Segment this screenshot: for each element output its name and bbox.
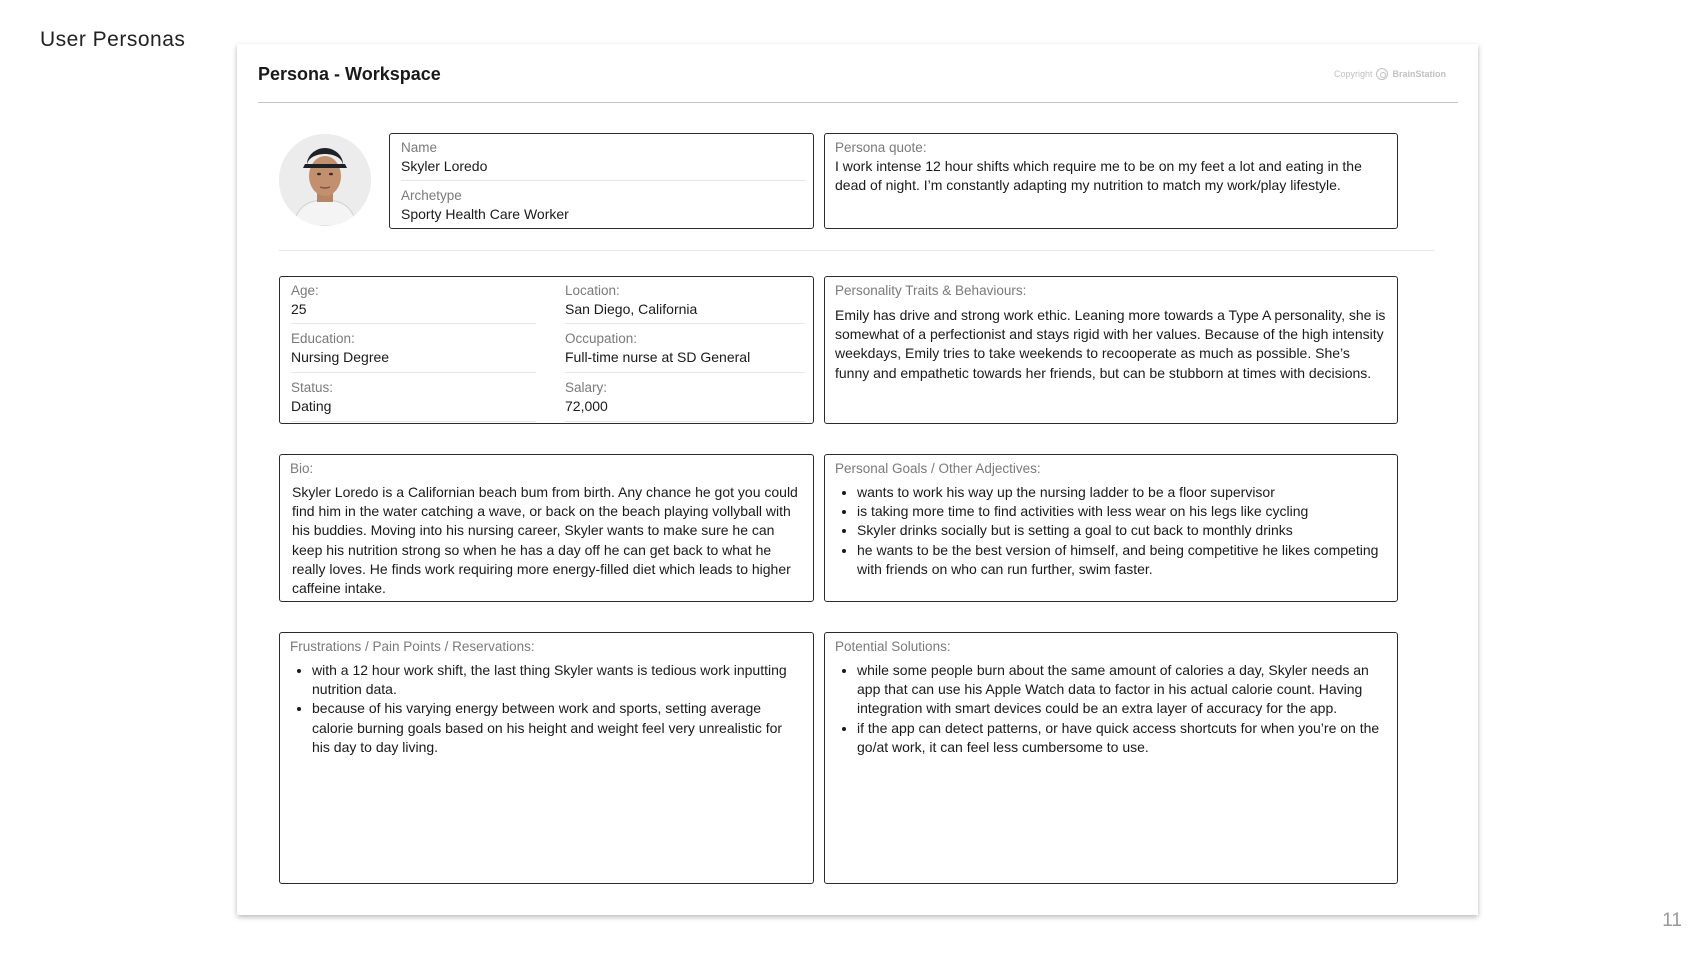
frustrations-card <box>279 632 814 884</box>
personality-text: Emily has drive and strong work ethic. Leaning more towards a Type A personality, she is somewhat of a perfectionist and stays rigid with her values. Because of the high intensity weekdays, Emily tries to take weekends to recooperate as much as possible. She’s funny and empathetic towards her friends, but can be stubborn at times with decisions. <box>835 307 1386 381</box>
persona-photo-icon <box>279 134 371 226</box>
goals-list <box>835 483 1387 579</box>
location-value: San Diego, California <box>565 301 698 317</box>
list-item: • with a 12 hour work shift, the last thing Skyler wants is tedious work inputting nutrition data. <box>312 661 803 699</box>
personality-label: Personality Traits & Behaviours: <box>835 283 1027 298</box>
brainstation-logo-icon <box>1376 68 1388 80</box>
demographics-card <box>279 276 814 424</box>
education-value: Nursing Degree <box>291 349 390 365</box>
sheet-header <box>258 62 1458 103</box>
bio-card <box>279 454 814 602</box>
bio-text: Skyler Loredo is a Californian beach bum from birth. Any chance he got you could find him in the water catching a wave, or back on the beach playing vollyball with his buddies. Moving into his nursing career, Skyler wants to make sure he can keep his nutrition strong so when he has a day off he can get back to what he really loves. He finds work requiring more energy-filled diet which leads to higher caffeine intake. <box>292 484 798 597</box>
frustrations-label: Frustrations / Pain Points / Reservations: <box>290 639 535 654</box>
age-label: Age: <box>291 283 319 298</box>
solutions-card <box>824 632 1398 884</box>
section-divider <box>279 250 1434 251</box>
list-item: • because of his varying energy between work and sports, setting average calorie burning goals based on his height and weight feel very unrealistic for his day to day living. <box>312 699 803 757</box>
status-label: Status: <box>291 380 334 395</box>
list-item: • is taking more time to find activities with less wear on his legs like cycling <box>857 502 1387 521</box>
location-label: Location: <box>565 283 620 298</box>
solutions-label: Potential Solutions: <box>835 639 951 654</box>
occupation-field <box>565 330 805 373</box>
personality-card <box>824 276 1398 424</box>
identity-card <box>389 133 814 229</box>
archetype-field <box>401 187 806 224</box>
education-label: Education: <box>291 331 355 346</box>
age-value: 25 <box>291 301 307 317</box>
goals-label: Personal Goals / Other Adjectives: <box>835 461 1041 476</box>
occupation-label: Occupation: <box>565 331 638 346</box>
list-item: • wants to work his way up the nursing ladder to be a floor supervisor <box>857 483 1387 502</box>
status-value: Dating <box>291 398 332 414</box>
list-item: • Skyler drinks socially but is setting a goal to cut back to monthly drinks <box>857 521 1387 540</box>
brand-mark <box>1334 68 1446 80</box>
brand-name: BrainStation <box>1392 69 1446 79</box>
sheet-title: Persona - Workspace <box>258 64 441 84</box>
education-field <box>291 330 536 373</box>
location-field <box>565 282 805 324</box>
list-item: • if the app can detect patterns, or have quick access shortcuts for when you’re on the go/at work, it can feel less cumbersome to use. <box>857 719 1387 757</box>
persona-photo <box>279 134 371 226</box>
age-field <box>291 282 536 324</box>
brand-copyright: Copyright <box>1333 69 1373 79</box>
bio-label: Bio: <box>290 461 314 476</box>
persona-quote-text: I work intense 12 hour shifts which require me to be on my feet a lot and eating in the dead of night. I’m constantly adapting my nutrition to match my work/play lifestyle. <box>835 158 1362 194</box>
list-item: • while some people burn about the same amount of calories a day, Skyler needs an app that can use his Apple Watch data to factor in his actual calorie count. Having integration with smart devices could be an extra layer of accuracy for the app. <box>857 661 1387 719</box>
slide-title: User Personas <box>40 28 186 51</box>
frustrations-list <box>290 661 803 757</box>
list-item: • he wants to be the best version of himself, and being competitive he likes competing with friends on who can run further, swim faster. <box>857 541 1387 579</box>
archetype-value: Sporty Health Care Worker <box>401 206 569 222</box>
persona-quote-card <box>824 133 1398 229</box>
occupation-value: Full-time nurse at SD General <box>565 349 751 365</box>
goals-card <box>824 454 1398 602</box>
archetype-label: Archetype <box>401 188 462 203</box>
status-field <box>291 379 536 422</box>
persona-sheet <box>237 44 1478 915</box>
page-number: 11 <box>1662 910 1682 931</box>
name-label: Name <box>401 140 438 155</box>
name-field <box>401 139 806 181</box>
salary-field <box>565 379 805 422</box>
persona-quote-label: Persona quote: <box>835 140 927 155</box>
salary-label: Salary: <box>565 380 608 395</box>
salary-value: 72,000 <box>565 398 608 414</box>
solutions-list <box>835 661 1387 757</box>
name-value: Skyler Loredo <box>401 158 488 174</box>
